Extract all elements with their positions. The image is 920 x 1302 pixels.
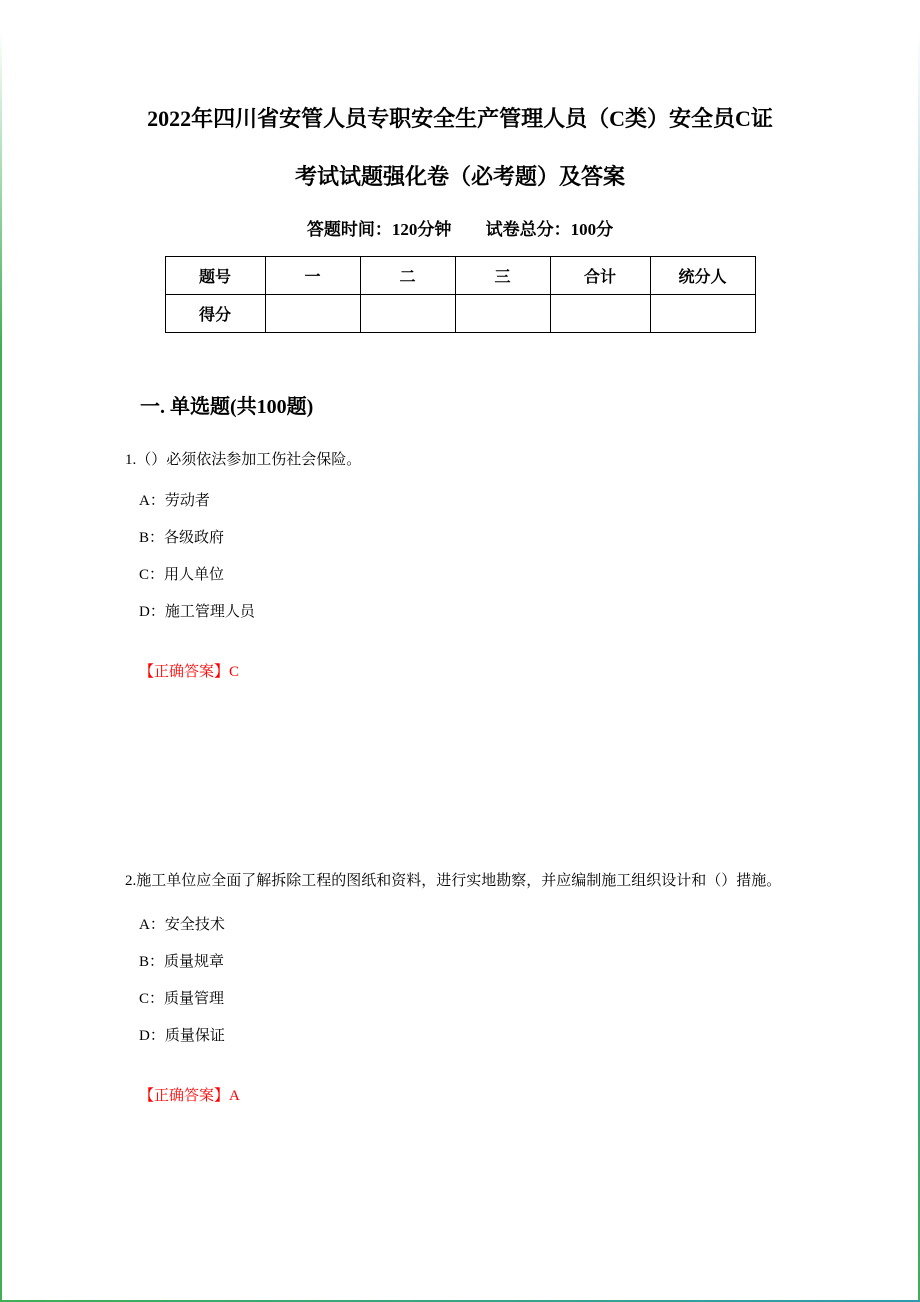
question-1 (125, 445, 797, 683)
question-2-option-c: C：质量管理 (139, 991, 225, 1007)
question-2-option-a: A：安全技术 (139, 917, 225, 933)
score-table-header-cell: 合计 (550, 257, 650, 295)
question-2-answer-line (139, 1085, 797, 1107)
score-cell-empty (265, 295, 360, 333)
exam-time-label: 答题时间：120分钟 (306, 220, 452, 239)
question-1-option-a: A：劳动者 (139, 493, 210, 509)
score-table-header-cell: 三 (455, 257, 550, 295)
title-line-1: 2022年四川省安管人员专职安全生产管理人员（C类）安全员C证 (147, 106, 773, 131)
page-border-left (0, 30, 2, 1302)
score-cell-empty (455, 295, 550, 333)
score-cell-empty (360, 295, 455, 333)
score-table-header-cell: 一 (265, 257, 360, 295)
question-2-option-d: D：质量保证 (139, 1028, 225, 1044)
answer-value: A (229, 1088, 240, 1104)
score-cell-empty (550, 295, 650, 333)
score-table-header-cell: 二 (360, 257, 455, 295)
question-2-option-b: B：质量规章 (139, 954, 225, 970)
page-title (0, 0, 920, 206)
answer-label: 【正确答案】 (139, 1088, 230, 1104)
section-heading: 一. 单选题(共100题) (140, 396, 314, 418)
question-1-answer-line (139, 661, 797, 683)
question-2 (125, 863, 797, 1107)
question-1-text: 1.（）必须依法参加工伤社会保险。 (125, 452, 362, 468)
score-table (165, 256, 756, 333)
question-2-text: 2.施工单位应全面了解拆除工程的图纸和资料，进行实地勘察，并应编制施工组织设计和（）措施。 (125, 873, 782, 889)
score-row-label: 得分 (165, 295, 265, 333)
exam-meta (0, 218, 920, 242)
question-1-option-c: C：用人单位 (139, 567, 225, 583)
answer-label: 【正确答案】 (139, 664, 230, 680)
score-table-header-row (165, 257, 755, 295)
exam-total-score-label: 试卷总分：100分 (485, 220, 614, 239)
score-table-header-cell: 题号 (165, 257, 265, 295)
question-1-option-d: D：施工管理人员 (139, 604, 255, 620)
title-line-2: 考试试题强化卷（必考题）及答案 (294, 164, 625, 189)
score-cell-empty (650, 295, 755, 333)
answer-value: C (229, 664, 240, 680)
score-table-header-cell: 统分人 (650, 257, 755, 295)
score-table-score-row (165, 295, 755, 333)
question-1-option-b: B：各级政府 (139, 530, 225, 546)
